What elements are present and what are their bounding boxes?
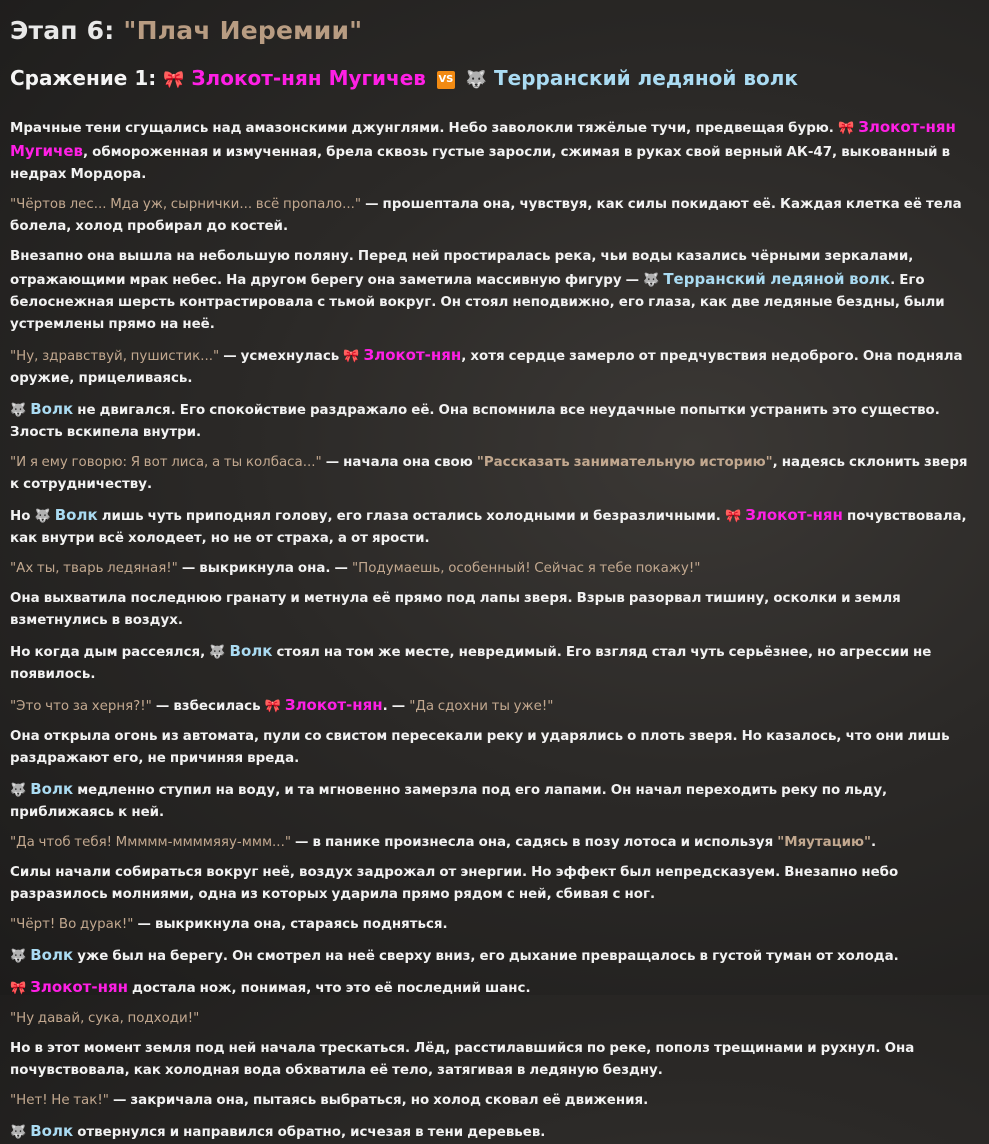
narration: Внезапно она вышла на небольшую поляну. Перед ней простиралась река, чьи воды казались чёрными зеркалами, отражающими мрак небес. На другом берегу она заметила массивную фигуру — (10, 249, 914, 288)
narration: Она открыла огонь из автомата, пули со свистом пересекали реку и ударялись о плоть зверя. Но казалось, что они лишь раздражают его, не причиняя вреда. (10, 729, 950, 766)
fighter1-mention: Злокот-нян (745, 506, 843, 524)
narration: достала нож, понимая, что это её последний шанс. (127, 981, 531, 996)
quote: "Ах ты, тварь ледяная!" (10, 561, 178, 576)
narration: Силы начали собираться вокруг неё, воздух задрожал от энергии. Но эффект был непредсказуем. Внезапно небо разразилось молниями, одна из которых ударила прямо рядом с ней, сбивая с ног. (10, 865, 899, 902)
story-paragraph (10, 976, 979, 1000)
narration: — выкрикнула она. — (177, 561, 353, 576)
bow-icon: 🎀 (10, 981, 27, 996)
story-paragraph (10, 344, 979, 390)
narration: Она выхватила последнюю гранату и метнула её прямо под лапы зверя. Взрыв разорвал тишину, осколки и земля взметнулись в воздух. (10, 591, 901, 628)
wolf-icon: 🐺 (10, 1125, 27, 1140)
narration: стоял на том же месте, невредимый. Его взгляд стал чуть серьёзнее, но агрессии не появилось. (10, 645, 932, 682)
narration: , обмороженная и измученная, брела сквозь густые заросли, сжимая в руках свой верный АК-47, выкованный в недрах Мордора. (10, 145, 951, 182)
narration: — усмехнулась (219, 349, 340, 364)
narration: — выкрикнула она, стараясь подняться. (133, 917, 448, 932)
story-paragraph (10, 504, 979, 550)
narration: . Его белоснежная шерсть контрастировала с тьмой вокруг. Он стоял неподвижно, его глаза, как две ледяные бездны, были устремлены прямо на неё. (10, 273, 945, 332)
quote: "Подумаешь, особенный! Сейчас я тебе покажу!" (352, 561, 701, 576)
bow-icon: 🎀 (163, 70, 185, 90)
narration: Мрачные тени сгущались над амазонскими джунглями. Небо заволокли тяжёлые тучи, предвещая бурю. (10, 121, 834, 136)
story-paragraph (10, 914, 979, 936)
narration: уже был на берегу. Он смотрел на неё сверху вниз, его дыхание превращалось в густой туман от холода. (73, 949, 899, 964)
narration: лишь чуть приподнял голову, его глаза остались холодными и безразличными. (97, 509, 721, 524)
wolf-icon: 🐺 (465, 70, 488, 90)
wolf-icon: 🐺 (209, 645, 226, 660)
story-paragraph (10, 726, 979, 770)
narration: — прошептала она, чувствуя, как силы покидают её. Каждая клетка её тела болела, холод пробирал до костей. (10, 197, 962, 234)
narration: Но когда дым рассеялся, (10, 645, 206, 660)
narration: почувствовала, как внутри всё холодеет, но не от страха, а от ярости. (10, 509, 967, 546)
story-paragraph (10, 1038, 979, 1082)
stage-prefix: Этап 6: (10, 16, 115, 45)
story-paragraph (10, 452, 979, 496)
narration: медленно ступил на воду, и та мгновенно замерзла под его лапами. Он начал переходить реку по льду, приближаясь к ней. (10, 783, 888, 820)
narration: . (871, 835, 877, 850)
fighter2-mention: Волк (30, 780, 74, 798)
fighter2-mention: Волк (30, 1122, 74, 1140)
fighter2-mention: Волк (30, 946, 74, 964)
narration: не двигался. Его спокойствие раздражало её. Она вспомнила все неудачные попытки устранить это существо. Злость вскипела внутри. (10, 403, 940, 440)
bow-icon: 🎀 (724, 509, 742, 524)
story-paragraph (10, 1120, 979, 1144)
narration: отвернулся и направился обратно, исчезая в тени деревьев. (73, 1125, 546, 1140)
fighter1-mention: Злокот-нян (284, 696, 383, 714)
story-paragraph (10, 194, 979, 238)
quote: "И я ему говорю: Я вот лиса, а ты колбаса..." (10, 455, 322, 470)
story-paragraph (10, 246, 979, 336)
battle-label: Сражение 1: (10, 66, 157, 90)
battle-header (10, 56, 979, 104)
fighter1-mention: Злокот-нян (30, 978, 128, 996)
quote: "Это что за херня?!" (10, 699, 152, 714)
bow-icon: 🎀 (264, 699, 281, 714)
skill-name: "Мяутацию" (777, 835, 872, 850)
skill-name: "Рассказать занимательную историю" (476, 455, 773, 470)
wolf-icon: 🐺 (10, 403, 27, 418)
wolf-icon: 🐺 (10, 783, 27, 798)
story-paragraph (10, 1090, 979, 1112)
story-paragraph (10, 862, 979, 906)
narration: — начала она свою (321, 455, 477, 470)
story-text (10, 116, 979, 1144)
fighter2-mention: Терранский ледяной волк (663, 270, 891, 288)
story-paragraph (10, 944, 979, 968)
narration: . — (382, 699, 410, 714)
story-paragraph (10, 398, 979, 444)
wolf-icon: 🐺 (10, 949, 27, 964)
bow-icon: 🎀 (837, 121, 855, 136)
fighter1-mention: Злокот-нян (363, 346, 462, 364)
stage-name: "Плач Иеремии" (123, 16, 363, 45)
quote: "Ну давай, сука, подходи!" (10, 1011, 200, 1026)
wolf-icon: 🐺 (643, 273, 660, 288)
story-paragraph (10, 588, 979, 632)
quote: "Да сдохни ты уже!" (409, 699, 554, 714)
story-paragraph (10, 116, 979, 186)
fighter2-mention: Волк (229, 642, 273, 660)
bow-icon: 🎀 (343, 349, 360, 364)
stage-title (10, 0, 979, 56)
quote: "Ну, здравствуй, пушистик..." (10, 349, 220, 364)
story-paragraph (10, 1008, 979, 1030)
fighter2-mention: Волк (30, 400, 74, 418)
narration: , хотя сердце замерло от предчувствия недоброго. Она подняла оружие, прицеливаясь. (10, 349, 963, 386)
fighter2-mention: Волк (54, 506, 98, 524)
narration: Но (10, 509, 31, 524)
narration: , надеясь склонить зверя к сотрудничеству. (10, 455, 968, 492)
story-paragraph (10, 640, 979, 686)
fighter1-mention: Злокот-нян Мугичев (10, 118, 956, 160)
fighter1-name: Злокот-нян Мугичев (191, 66, 426, 90)
quote: "Да чтоб тебя! Ммммм-ммммяяу-ммм..." (10, 835, 291, 850)
quote: "Нет! Не так!" (10, 1093, 109, 1108)
story-paragraph (10, 694, 979, 718)
narration: Но в этот момент земля под ней начала трескаться. Лёд, расстилавшийся по реке, пополз трещинами и рухнул. Она почувствовала, как холодная вода обхватила её тело, затягивая в ледяную бездну. (10, 1041, 915, 1078)
story-paragraph (10, 778, 979, 824)
narration: — закричала она, пытаясь выбраться, но холод сковал её движения. (108, 1093, 649, 1108)
fighter2-name: Терранский ледяной волк (494, 66, 798, 90)
story-paragraph (10, 558, 979, 580)
narration: — взбесилась (151, 699, 261, 714)
wolf-icon: 🐺 (34, 509, 51, 524)
quote: "Чёртов лес... Мда уж, сырнички... всё пропало..." (10, 197, 362, 212)
narration: — в панике произнесла она, садясь в позу лотоса и используя (290, 835, 778, 850)
story-paragraph (10, 832, 979, 854)
quote: "Чёрт! Во дурак!" (10, 917, 134, 932)
vs-badge: VS (437, 71, 455, 89)
